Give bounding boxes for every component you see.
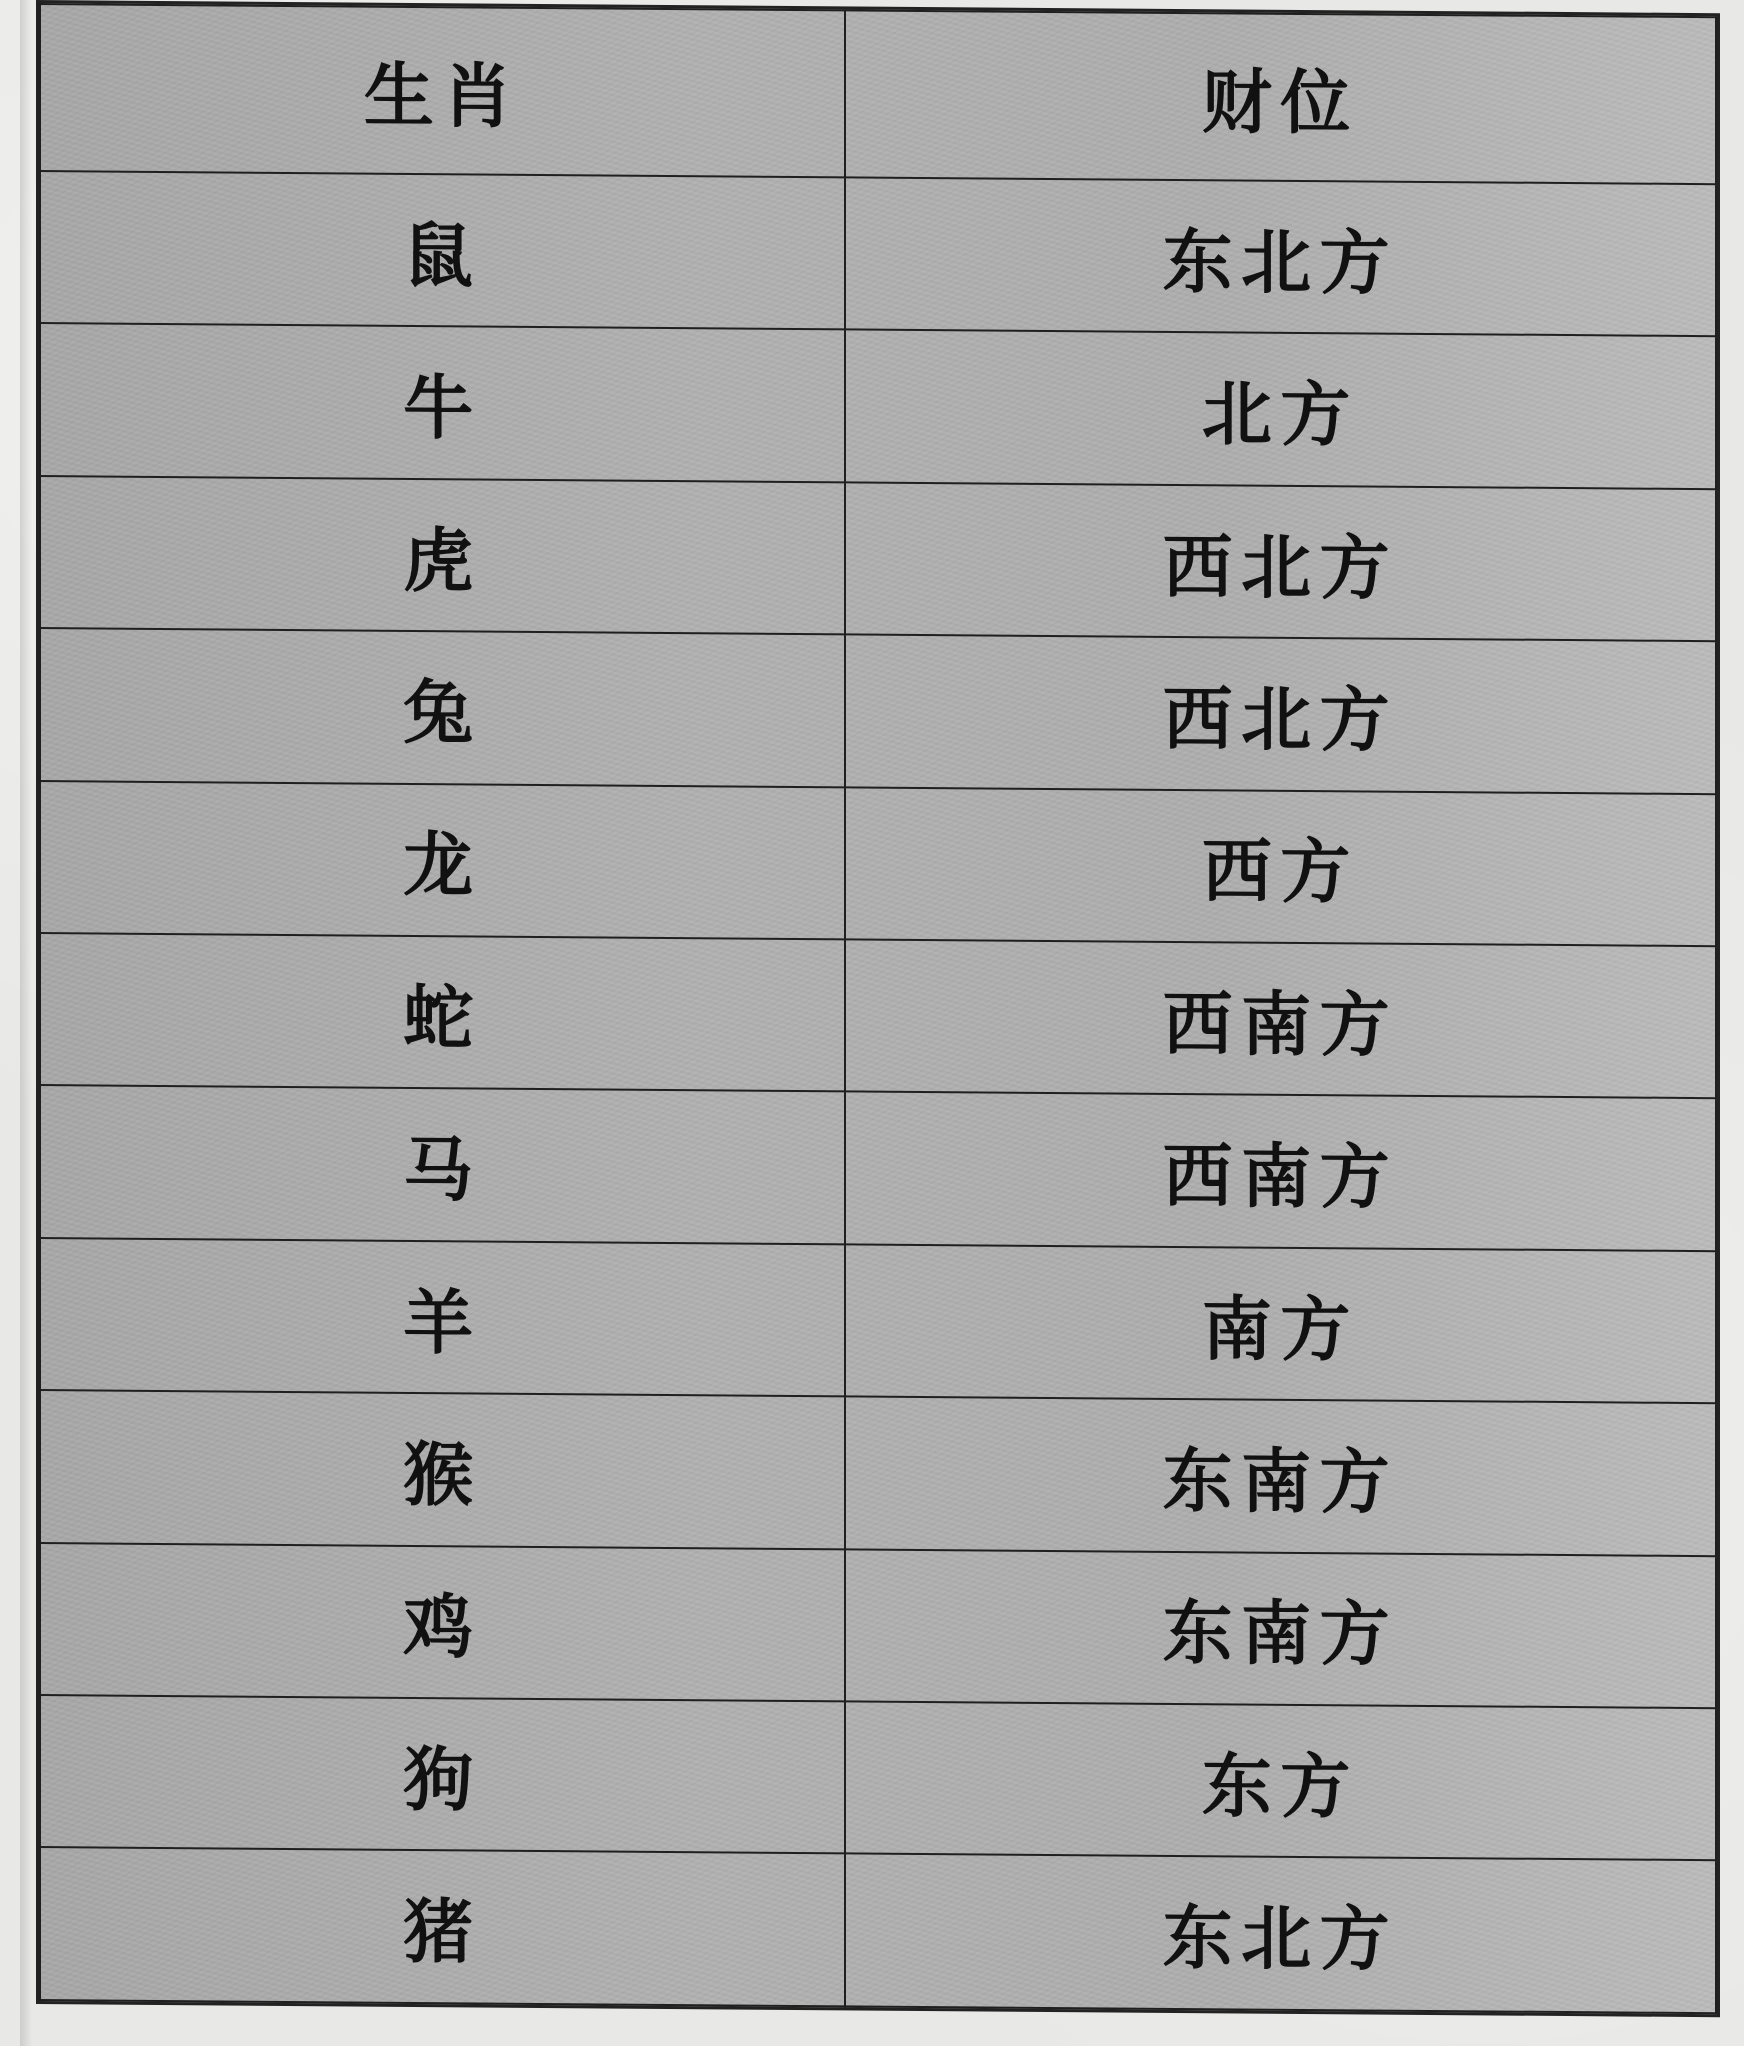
table-row (40, 933, 1716, 1099)
wealth-position-cell: 东方 (845, 1701, 1716, 1860)
table-row (40, 1695, 1716, 1861)
header-zodiac: 生肖 (40, 4, 845, 177)
header-wealth-position: 财位 (845, 10, 1716, 184)
table-row (40, 323, 1716, 489)
zodiac-cell: 兔 (40, 628, 845, 787)
wealth-position-cell: 东北方 (845, 1854, 1716, 2013)
wealth-position-cell: 西南方 (845, 1092, 1716, 1251)
table-row (40, 476, 1716, 642)
zodiac-cell: 马 (40, 1085, 845, 1244)
table-row (40, 1238, 1716, 1404)
zodiac-cell: 狗 (40, 1695, 845, 1854)
zodiac-cell: 鸡 (40, 1543, 845, 1702)
zodiac-wealth-table (39, 3, 1717, 2014)
zodiac-cell: 虎 (40, 476, 845, 635)
table-row (40, 628, 1716, 794)
wealth-position-cell: 北方 (845, 330, 1716, 489)
wealth-position-cell: 南方 (845, 1244, 1716, 1403)
wealth-position-cell: 西南方 (845, 939, 1716, 1098)
zodiac-cell: 龙 (40, 781, 845, 940)
wealth-position-cell: 东南方 (845, 1549, 1716, 1708)
zodiac-cell: 猴 (40, 1390, 845, 1549)
wealth-position-cell: 西北方 (845, 482, 1716, 641)
wealth-position-cell: 西方 (845, 787, 1716, 946)
table-row (40, 1085, 1716, 1251)
wealth-position-cell: 东南方 (845, 1397, 1716, 1556)
table-row (40, 1543, 1716, 1709)
zodiac-wealth-table-frame (36, 0, 1720, 2017)
wealth-position-cell: 西北方 (845, 635, 1716, 794)
table-row (40, 781, 1716, 947)
table-row (40, 1390, 1716, 1556)
table-row (40, 171, 1716, 337)
table-row (40, 1848, 1716, 2014)
zodiac-cell: 鼠 (40, 171, 845, 330)
page-shadow (20, 0, 32, 2046)
zodiac-cell: 猪 (40, 1848, 845, 2007)
zodiac-cell: 牛 (40, 323, 845, 482)
wealth-position-cell: 东北方 (845, 177, 1716, 336)
table-header-row (40, 4, 1716, 184)
zodiac-cell: 羊 (40, 1238, 845, 1397)
zodiac-cell: 蛇 (40, 933, 845, 1092)
